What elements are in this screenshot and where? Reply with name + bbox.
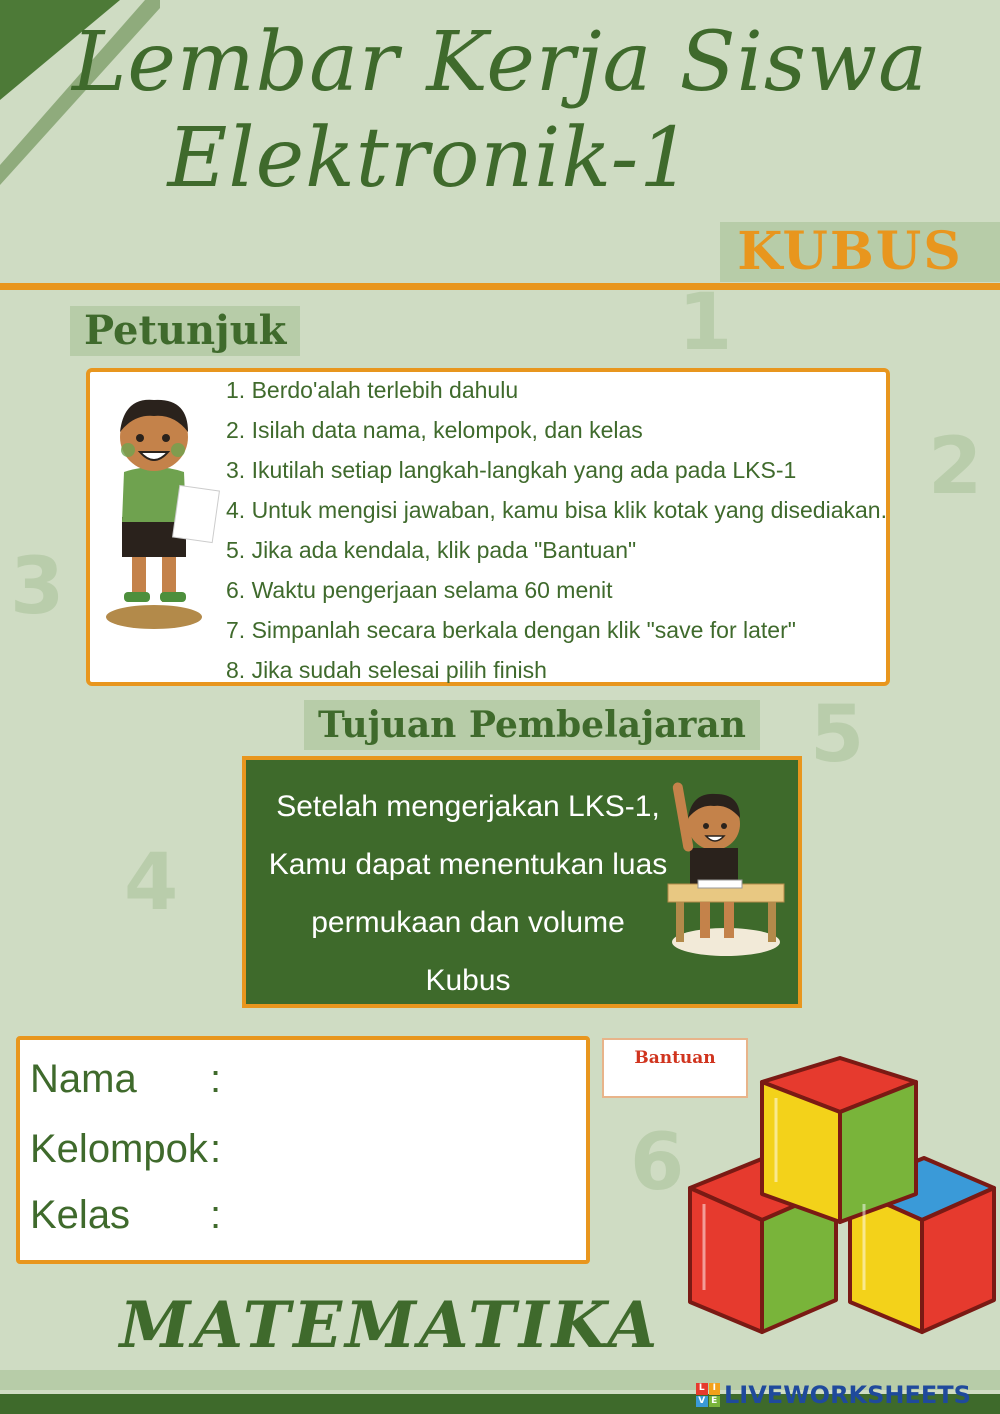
liveworksheets-brand[interactable] (696, 1380, 971, 1410)
kelas-colon: : (210, 1193, 222, 1237)
kelompok-input[interactable] (230, 1122, 560, 1162)
instructions-heading: Petunjuk (70, 306, 300, 356)
subject-title: MATEMATIKA (119, 1288, 661, 1363)
bg-number-2: 2 (928, 422, 983, 512)
stacked-cubes-illustration (684, 1052, 1000, 1352)
page-title-line-2: Elektronik-1 (167, 111, 693, 206)
liveworksheets-wordmark: LIVEWORKSHEETS (724, 1381, 971, 1409)
student-holding-paper-illustration (104, 392, 224, 632)
header-divider (0, 283, 1000, 290)
bg-number-5: 5 (810, 690, 865, 780)
nama-colon: : (210, 1057, 222, 1101)
instruction-item-2: 2. Isilah data nama, kelompok, dan kelas (226, 417, 643, 443)
help-button[interactable]: Bantuan (602, 1038, 748, 1098)
form-row-kelompok (30, 1122, 560, 1172)
instruction-item-8: 8. Jika sudah selesai pilih finish (226, 657, 547, 683)
bg-number-4: 4 (124, 838, 179, 928)
form-row-nama (30, 1052, 560, 1102)
nama-label: Nama (30, 1057, 137, 1101)
bg-number-1: 1 (678, 278, 733, 368)
kelas-label: Kelas (30, 1193, 131, 1237)
kelas-input[interactable] (230, 1188, 560, 1228)
instruction-item-7: 7. Simpanlah secara berkala dengan klik "save for later" (226, 617, 796, 643)
bg-number-6: 6 (630, 1118, 685, 1208)
instruction-item-1: 1. Berdo'alah terlebih dahulu (226, 377, 519, 403)
kelompok-colon: : (210, 1127, 222, 1171)
page-title-line-1: Lembar Kerja Siswa (71, 15, 929, 110)
goals-heading: Tujuan Pembelajaran (304, 700, 760, 750)
goals-text (268, 778, 668, 1010)
student-at-desk-illustration (664, 772, 788, 962)
instruction-item-4: 4. Untuk mengisi jawaban, kamu bisa klik kotak yang disediakan. (226, 497, 887, 523)
instruction-item-3: 3. Ikutilah setiap langkah-langkah yang ada pada LKS-1 (226, 457, 797, 483)
form-row-kelas (30, 1188, 560, 1238)
kelompok-label: Kelompok (30, 1127, 208, 1171)
instruction-item-6: 6. Waktu pengerjaan selama 60 menit (226, 577, 613, 603)
goal-line-2: Kamu dapat menentukan luas (268, 848, 668, 881)
topic-label: KUBUS (737, 221, 963, 282)
bg-number-3: 3 (10, 542, 65, 632)
instruction-item-5: 5. Jika ada kendala, klik pada "Bantuan" (226, 537, 637, 563)
goal-line-1: Setelah mengerjakan LKS-1, (276, 790, 660, 823)
instructions-list (226, 370, 886, 690)
nama-input[interactable] (230, 1052, 560, 1092)
liveworksheets-logo-icon: L I V E (696, 1383, 720, 1407)
goal-line-3: permukaan dan volume Kubus (311, 906, 625, 997)
